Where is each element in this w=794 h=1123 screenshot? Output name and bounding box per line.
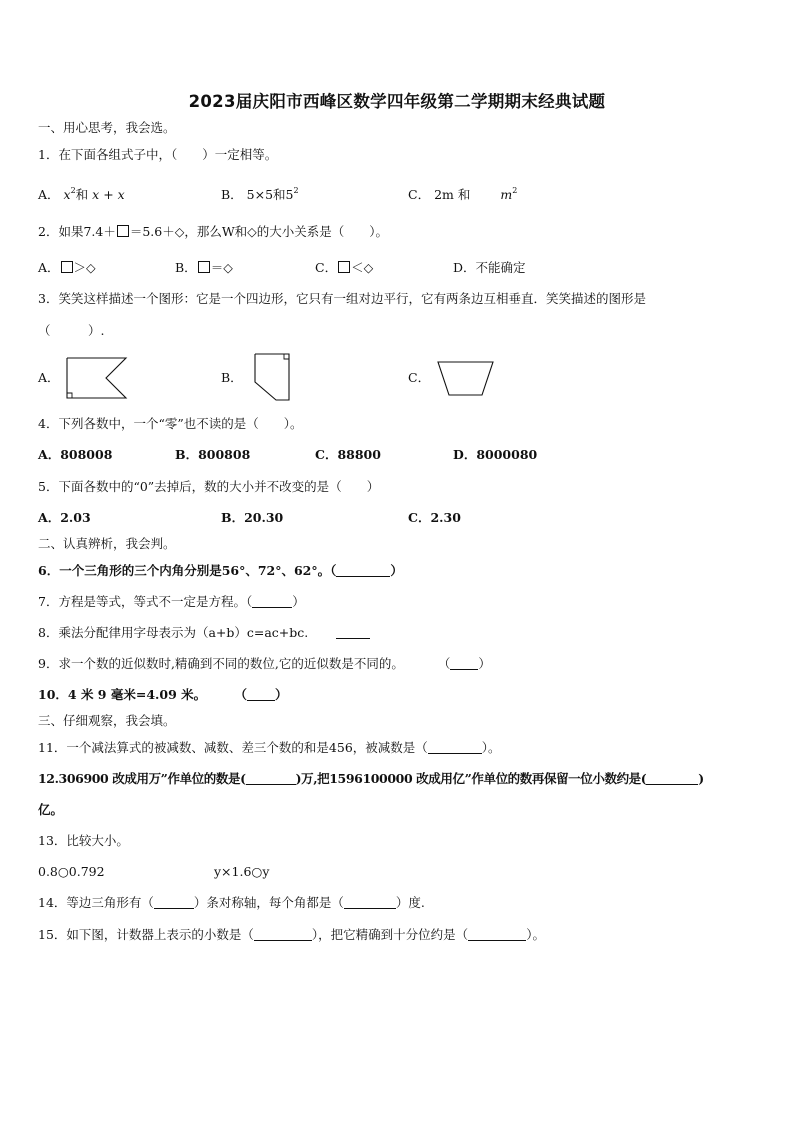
- q8-text: 8．乘法分配律用字母表示为（a+b）c=ac+bc.: [38, 625, 309, 640]
- q14-answer-blank-1[interactable]: [154, 896, 194, 909]
- q1-option-c-text: 2m 和: [434, 187, 471, 202]
- square-icon: [198, 261, 210, 273]
- q1-option-c[interactable]: [408, 183, 517, 203]
- q12-text-b: )万,把1596100000 改成用亿”作单位的数再保留一位小数约是(: [295, 771, 647, 786]
- q3-option-a-label[interactable]: A．: [38, 370, 60, 385]
- question-4-stem: 4．下列各数中，一个“零”也不读的是（ ）。: [38, 416, 303, 431]
- q11-text: 11．一个减法算式的被减数、减数、差三个数的和是456，被减数是（: [38, 740, 428, 755]
- q11-answer-blank[interactable]: [428, 741, 482, 754]
- q2-option-c-text: ＜◇: [351, 260, 374, 275]
- q2-option-c[interactable]: [315, 260, 373, 276]
- question-1-stem: 1．在下面各组式子中，（ ）一定相等。: [38, 147, 278, 162]
- right-trapezoid-notched-shape: [64, 356, 132, 402]
- q2-stem-b: ＝5.6＋◇，那么W和◇的大小关系是（ ）。: [129, 224, 389, 239]
- q5-option-c[interactable]: [408, 510, 461, 526]
- q2-option-a[interactable]: [38, 260, 96, 276]
- q13-compare-b[interactable]: y×1.6○y: [214, 864, 270, 879]
- q4-option-a-label: A．: [38, 447, 61, 462]
- q5-option-c-value: 2.30: [430, 510, 461, 525]
- section-2-heading: 二、认真辨析，我会判。: [38, 536, 176, 551]
- q2-option-d-text: 不能确定: [475, 260, 526, 275]
- q1-option-b-sup: 2: [293, 186, 299, 195]
- q5-option-a-value: 2.03: [60, 510, 91, 525]
- q10-paren-left: （: [234, 687, 247, 702]
- q6-end: ）: [390, 563, 403, 578]
- q1-option-a[interactable]: [38, 183, 125, 203]
- q5-option-a[interactable]: [38, 510, 91, 526]
- q9-answer-blank[interactable]: [450, 657, 478, 670]
- q9-paren-right: ）: [478, 656, 491, 671]
- q1-option-c-m: m: [500, 187, 513, 202]
- q5-option-a-label: A．: [38, 510, 61, 525]
- q1-option-c-sup: 2: [512, 186, 518, 195]
- question-5-stem: 5．下面各数中的“0”去掉后，数的大小并不改变的是（ ）: [38, 479, 380, 494]
- q4-option-c-label: C．: [315, 447, 338, 462]
- q2-option-a-label: A．: [38, 260, 60, 275]
- q7-end: ）: [292, 594, 305, 609]
- q4-option-b-label: B．: [175, 447, 199, 462]
- q2-stem-a: 2．如果7.4＋: [38, 224, 116, 239]
- q14-text-a: 14．等边三角形有（: [38, 895, 154, 910]
- q2-option-c-label: C．: [315, 260, 338, 275]
- q14-text-b: ）条对称轴，每个角都是（: [193, 895, 344, 910]
- section-3-heading: 三、仔细观察，我会填。: [38, 713, 176, 728]
- square-icon: [117, 225, 129, 237]
- q4-option-b[interactable]: [175, 447, 250, 463]
- q1-option-a-x: x: [63, 187, 71, 202]
- q15-text-a: 15．如下图，计数器上表示的小数是（: [38, 927, 254, 942]
- question-13: 13．比较大小。: [38, 833, 129, 848]
- q10-text: 10．4 米 9 毫米=4.09 米。: [38, 687, 207, 702]
- isosceles-trapezoid-shape: [436, 359, 496, 399]
- q14-answer-blank-2[interactable]: [344, 896, 396, 909]
- q4-option-d[interactable]: [453, 447, 537, 463]
- q4-option-c-value: 88800: [337, 447, 381, 462]
- q1-option-a-sup: 2: [70, 186, 76, 195]
- q5-option-b-label: B．: [221, 510, 245, 525]
- question-15: [38, 927, 545, 943]
- q1-option-b[interactable]: [221, 183, 299, 203]
- q2-option-d-label: D．: [453, 260, 476, 275]
- section-1-heading: 一、用心思考，我会选。: [38, 120, 176, 135]
- q15-text-b: ），把它精确到十分位约是（: [311, 927, 469, 942]
- q4-option-d-label: D．: [453, 447, 477, 462]
- question-9: [38, 656, 491, 672]
- question-3-stem: 3．笑笑这样描述一个图形：它是一个四边形，它只有一组对边平行，它有两条边互相垂直．笑笑描述的图形是: [38, 291, 646, 306]
- q15-text-c: ）。: [526, 927, 545, 942]
- q1-option-b-text: 5×5和5: [246, 187, 294, 202]
- q12-text-a: 12.306900 改成用万”作单位的数是(: [38, 771, 246, 786]
- q1-option-a-text: 和: [75, 187, 89, 202]
- q1-option-b-label: B．: [221, 187, 243, 202]
- q4-option-d-value: 8000080: [476, 447, 538, 462]
- q12-answer-blank-1[interactable]: [246, 772, 296, 785]
- q4-option-a-value: 808008: [60, 447, 113, 462]
- q1-option-a-label: A．: [38, 187, 60, 202]
- page-title: 2023届庆阳市西峰区数学四年级第二学期期末经典试题: [188, 92, 606, 111]
- q1-option-a-rest: x + x: [92, 187, 125, 202]
- q3-option-c-label[interactable]: C．: [408, 370, 431, 385]
- q6-text: 6．一个三角形的三个内角分别是56°、72°、62°。（: [38, 563, 337, 578]
- q8-answer-blank[interactable]: [336, 626, 370, 639]
- q2-option-b-text: ＝◇: [210, 260, 233, 275]
- question-11: [38, 740, 501, 756]
- q9-text: 9．求一个数的近似数时,精确到不同的数位,它的近似数是不同的。: [38, 656, 404, 671]
- question-14: [38, 895, 425, 911]
- q7-text: 7．方程是等式，等式不一定是方程。（: [38, 594, 253, 609]
- q4-option-a[interactable]: [38, 447, 112, 463]
- q2-option-a-text: ＞◇: [73, 260, 96, 275]
- square-icon: [338, 261, 350, 273]
- question-12: [38, 771, 704, 787]
- q1-option-c-label: C．: [408, 187, 431, 202]
- q4-option-c[interactable]: [315, 447, 381, 463]
- q7-answer-blank[interactable]: [252, 595, 292, 608]
- q14-text-c: ）度.: [395, 895, 425, 910]
- q11-end: ）。: [481, 740, 501, 755]
- q12-text-c: ): [698, 771, 704, 786]
- question-2-stem: [38, 224, 388, 240]
- q15-answer-blank-2[interactable]: [468, 928, 526, 941]
- question-7: [38, 594, 305, 610]
- question-6: [38, 563, 403, 579]
- q5-option-b-value: 20.30: [244, 510, 284, 525]
- question-10: [38, 687, 288, 703]
- question-12-cont: 亿。: [38, 802, 64, 817]
- q12-answer-blank-2[interactable]: [646, 772, 698, 785]
- square-icon: [61, 261, 73, 273]
- q5-option-b[interactable]: [221, 510, 283, 526]
- q15-answer-blank-1[interactable]: [254, 928, 312, 941]
- q2-option-b-label: B．: [175, 260, 197, 275]
- q10-answer-blank[interactable]: [247, 688, 275, 701]
- irregular-quadrilateral-shape: [252, 352, 296, 404]
- q3-option-b-label[interactable]: B．: [221, 370, 243, 385]
- question-3-stem-cont: （ ）.: [38, 323, 105, 338]
- q9-paren-left: （: [437, 656, 451, 671]
- q4-option-b-value: 800808: [198, 447, 251, 462]
- q2-option-d[interactable]: [453, 260, 526, 276]
- q10-paren-right: ）: [275, 687, 288, 702]
- q6-answer-blank[interactable]: [336, 564, 390, 577]
- q2-option-b[interactable]: [175, 260, 233, 276]
- q13-compare-a[interactable]: 0.8○0.792: [38, 864, 105, 879]
- q5-option-c-label: C．: [408, 510, 431, 525]
- question-8: [38, 625, 370, 641]
